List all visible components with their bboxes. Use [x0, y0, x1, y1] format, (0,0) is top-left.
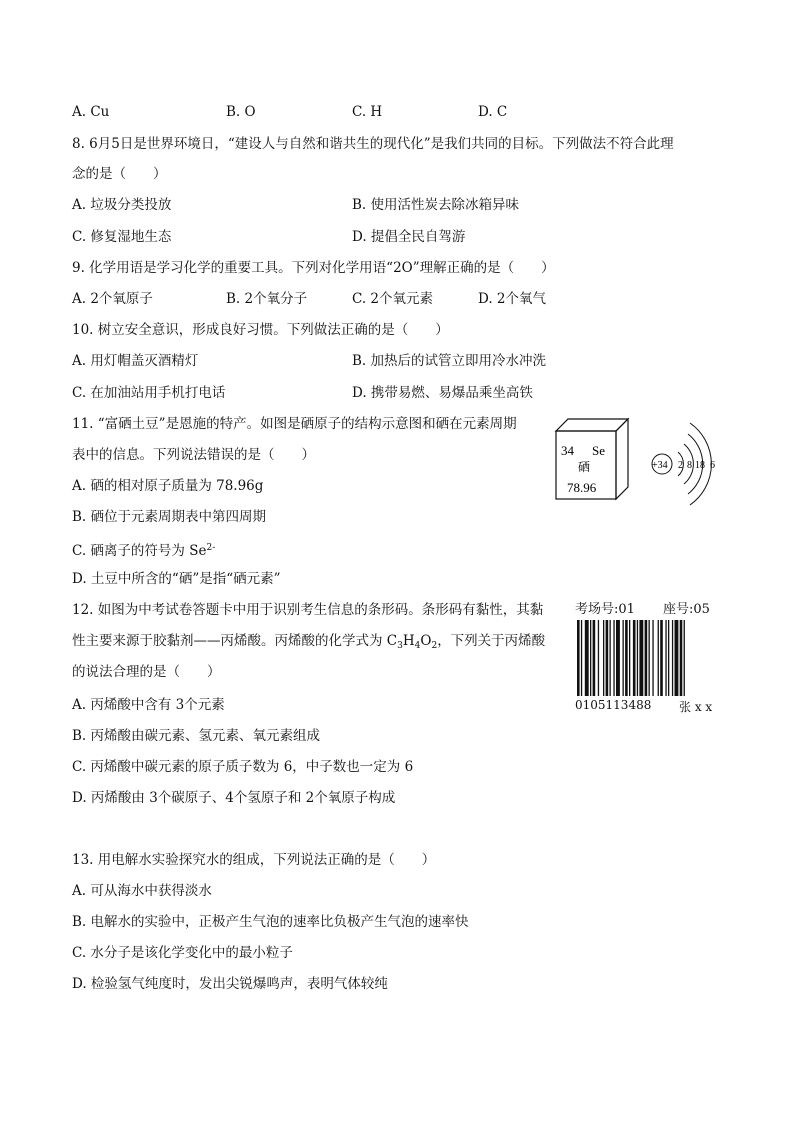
q8-option-a: A. 垃圾分类投放 — [72, 197, 172, 213]
barcode-student-name: 张 x x — [679, 700, 713, 714]
barcode-bar — [606, 620, 609, 696]
q8-option-d: D. 提倡全民自驾游 — [352, 229, 466, 245]
formula-c-subscript: 3 — [397, 641, 403, 651]
q7-option-c: C. H — [352, 104, 383, 120]
barcode-bar — [637, 620, 638, 696]
barcode-bar — [652, 620, 653, 696]
nucleus-charge: +34 — [652, 460, 668, 471]
formula-h: H — [402, 633, 415, 649]
barcode-bar — [616, 620, 620, 696]
q11-option-a: A. 硒的相对原子质量为 78.96g — [72, 478, 264, 494]
q9-option-c: C. 2个氧元素 — [352, 291, 434, 307]
barcode-bar — [585, 620, 589, 696]
barcode-bar — [684, 620, 685, 696]
barcode-bar — [598, 620, 599, 696]
barcode-bar — [665, 620, 666, 696]
barcode-bar — [680, 620, 683, 696]
q9-option-b: B. 2个氧分子 — [226, 291, 308, 307]
q12-stem-line2-text: 性主要来源于胶黏剂——丙烯酸。丙烯酸的化学式为 C — [72, 633, 398, 649]
q13-option-b: B. 电解水的实验中，正极产生气泡的速率比负极产生气泡的速率快 — [72, 914, 469, 930]
barcode-bar — [649, 620, 650, 696]
barcode-seat: 座号:05 — [663, 602, 710, 617]
q10-option-b: B. 加热后的试管立即用冷水冲洗 — [352, 353, 547, 369]
shell-2-electrons: 8 — [687, 460, 692, 471]
q9-option-a: A. 2个氧原子 — [72, 291, 153, 307]
barcode-bar — [625, 620, 628, 696]
barcode-bar — [658, 620, 659, 696]
shell-4-electrons: 6 — [710, 460, 715, 471]
q11-option-c-text: C. 硒离子的符号为 Se — [72, 543, 207, 559]
q10-option-a: A. 用灯帽盖灭酒精灯 — [72, 353, 199, 369]
q8-stem-line1: 8. 6月5日是世界环境日，“建设人与自然和谐共生的现代化”是我们共同的目标。下列做法不符合此理 — [72, 136, 674, 152]
q11-stem-line1: 11. “富硒土豆”是恩施的特产。如图是硒原子的结构示意图和硒在元素周期 — [72, 416, 517, 432]
q10-option-c: C. 在加油站用手机打电话 — [72, 385, 226, 401]
q12-stem-line2 — [72, 632, 545, 655]
q13-option-d: D. 检验氢气纯度时，发出尖锐爆鸣声，表明气体较纯 — [72, 976, 388, 992]
selenium-atom-diagram — [648, 415, 728, 515]
barcode-bar — [623, 620, 624, 696]
q8-option-c: C. 修复湿地生态 — [72, 229, 172, 245]
shell-1-electrons: 2 — [678, 460, 683, 471]
barcode-bar — [613, 620, 614, 696]
q12-option-b: B. 丙烯酸由碳元素、氢元素、氧元素组成 — [72, 728, 321, 744]
q12-option-d: D. 丙烯酸由 3个碳原子、4个氢原子和 2个氧原子构成 — [72, 790, 396, 806]
q12-stem-line2-tail: ，下列关于丙烯酸 — [437, 633, 546, 649]
element-atomic-number: 34 — [561, 443, 574, 458]
q9-option-d: D. 2个氧气 — [478, 291, 547, 307]
q7-option-a: A. Cu — [72, 104, 110, 120]
barcode-bar — [660, 620, 663, 696]
q10-stem: 10. 树立安全意识，形成良好习惯。下列做法正确的是（ ） — [72, 322, 449, 338]
barcode-bar — [581, 620, 582, 696]
barcode-bar — [672, 620, 673, 696]
formula-h-subscript: 4 — [414, 641, 421, 651]
barcode-number: 0105113488 — [575, 698, 652, 712]
barcode-bar — [639, 620, 643, 696]
q13-option-a: A. 可从海水中获得淡水 — [72, 883, 212, 899]
barcode-bars — [575, 620, 715, 698]
q13-stem: 13. 用电解水实验探究水的组成，下列说法正确的是（ ） — [72, 852, 436, 868]
q11-option-b: B. 硒位于元素周期表中第四周期 — [72, 509, 267, 525]
q10-option-d: D. 携带易燃、易爆品乘坐高铁 — [352, 385, 533, 401]
element-atomic-mass: 78.96 — [567, 480, 597, 495]
q12-option-a: A. 丙烯酸中含有 3个元素 — [72, 697, 225, 713]
barcode-bar — [577, 620, 580, 696]
selenium-element-cube — [552, 415, 632, 501]
barcode-bar — [603, 620, 604, 696]
barcode-exam-room: 考场号:01 — [575, 602, 635, 617]
barcode-bar — [629, 620, 630, 696]
formula-o: O — [420, 633, 432, 649]
element-symbol: Se — [592, 443, 605, 458]
q8-option-b: B. 使用活性炭去除冰箱异味 — [352, 197, 520, 213]
q11-option-c-charge: 2- — [206, 543, 216, 553]
barcode-bar — [593, 620, 596, 696]
formula-o-subscript: 2 — [431, 641, 438, 651]
barcode-bar — [633, 620, 636, 696]
q12-stem-line3: 的说法合理的是（ ） — [72, 664, 221, 680]
element-name: 硒 — [578, 460, 591, 474]
q12-option-c: C. 丙烯酸中碳元素的原子质子数为 6，中子数也一定为 6 — [72, 759, 414, 775]
barcode-bar — [610, 620, 611, 696]
barcode-bar — [645, 620, 648, 696]
q11-option-c — [72, 539, 215, 560]
q7-option-d: D. C — [478, 104, 508, 120]
q7-option-b: B. O — [226, 104, 256, 120]
q11-stem-line2: 表中的信息。下列说法错误的是（ ） — [72, 447, 315, 463]
barcode-bar — [590, 620, 591, 696]
barcode-bar — [675, 620, 679, 696]
q9-stem: 9. 化学用语是学习化学的重要工具。下列对化学用语“2O”理解正确的是（ ） — [72, 260, 555, 276]
q8-stem-line2: 念的是（ ） — [72, 166, 167, 182]
q13-option-c: C. 水分子是该化学变化中的最小粒子 — [72, 945, 293, 961]
q11-option-d: D. 土豆中所含的“硒”是指“硒元素” — [72, 571, 281, 587]
barcode-bar — [668, 620, 669, 696]
q12-stem-line1: 12. 如图为中考试卷答题卡中用于识别考生信息的条形码。条形码有黏性，其黏 — [72, 602, 544, 618]
shell-3-electrons: 18 — [695, 460, 705, 471]
